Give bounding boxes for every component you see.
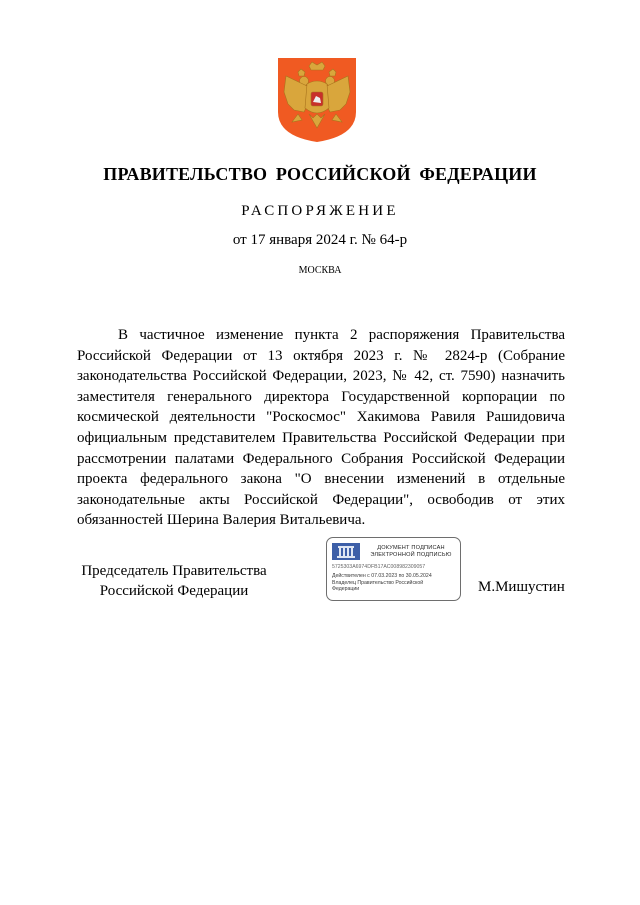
signer-position-line2: Российской Федерации [99,583,249,599]
electronic-signature-stamp [326,537,461,601]
stamp-owner-line1: Владелец Правительство Российской [332,580,424,586]
document-type: РАСПОРЯЖЕНИЕ [241,203,399,219]
russian-coat-of-arms-icon [276,56,358,144]
stamp-certificate: 5725303A6974DFB17AC008982309057 [332,564,426,570]
order-paragraph: В частичное изменение пункта 2 распоряжения Правительства Российской Федерации от 13 октября 2023 г. № 2824-р (Собрание законодательства Российской Федерации, 2023, № 42, ст. 7590) назначить заместителя генерального директора Государственной корпорации по космической деятельности "Роскосмос" Хакимова Равиля Рашидовича официальным представителем Правительства Российской Федерации при рассмотрении палатами Федерального Собрания Российской Федерации проекта федерального закона "О внесении изменений в отдельные законодательные акты Российской Федерации", освободив от этих обязанностей Шерина Валерия Витальевича. [77,327,565,529]
stamp-header-line1: ДОКУМЕНТ ПОДПИСАН [377,545,445,551]
signer-position [74,561,274,601]
stamp-owner-line2: Федерации [332,586,360,592]
stamp-validity: Действителен с 07.03.2023 по 30.05.2024 [332,573,432,579]
signer-name: М.Мишустин [478,579,565,595]
document-city: МОСКВА [298,265,342,276]
stamp-header [365,545,457,559]
signer-position-line1: Председатель Правительства [81,563,267,579]
stamp-header-line2: ЭЛЕКТРОННОЙ ПОДПИСЬЮ [370,552,452,558]
government-building-icon [332,543,360,560]
document-date-number: от 17 января 2024 г. № 64-р [232,232,408,248]
government-title: ПРАВИТЕЛЬСТВО РОССИЙСКОЙ ФЕДЕРАЦИИ [103,164,537,184]
